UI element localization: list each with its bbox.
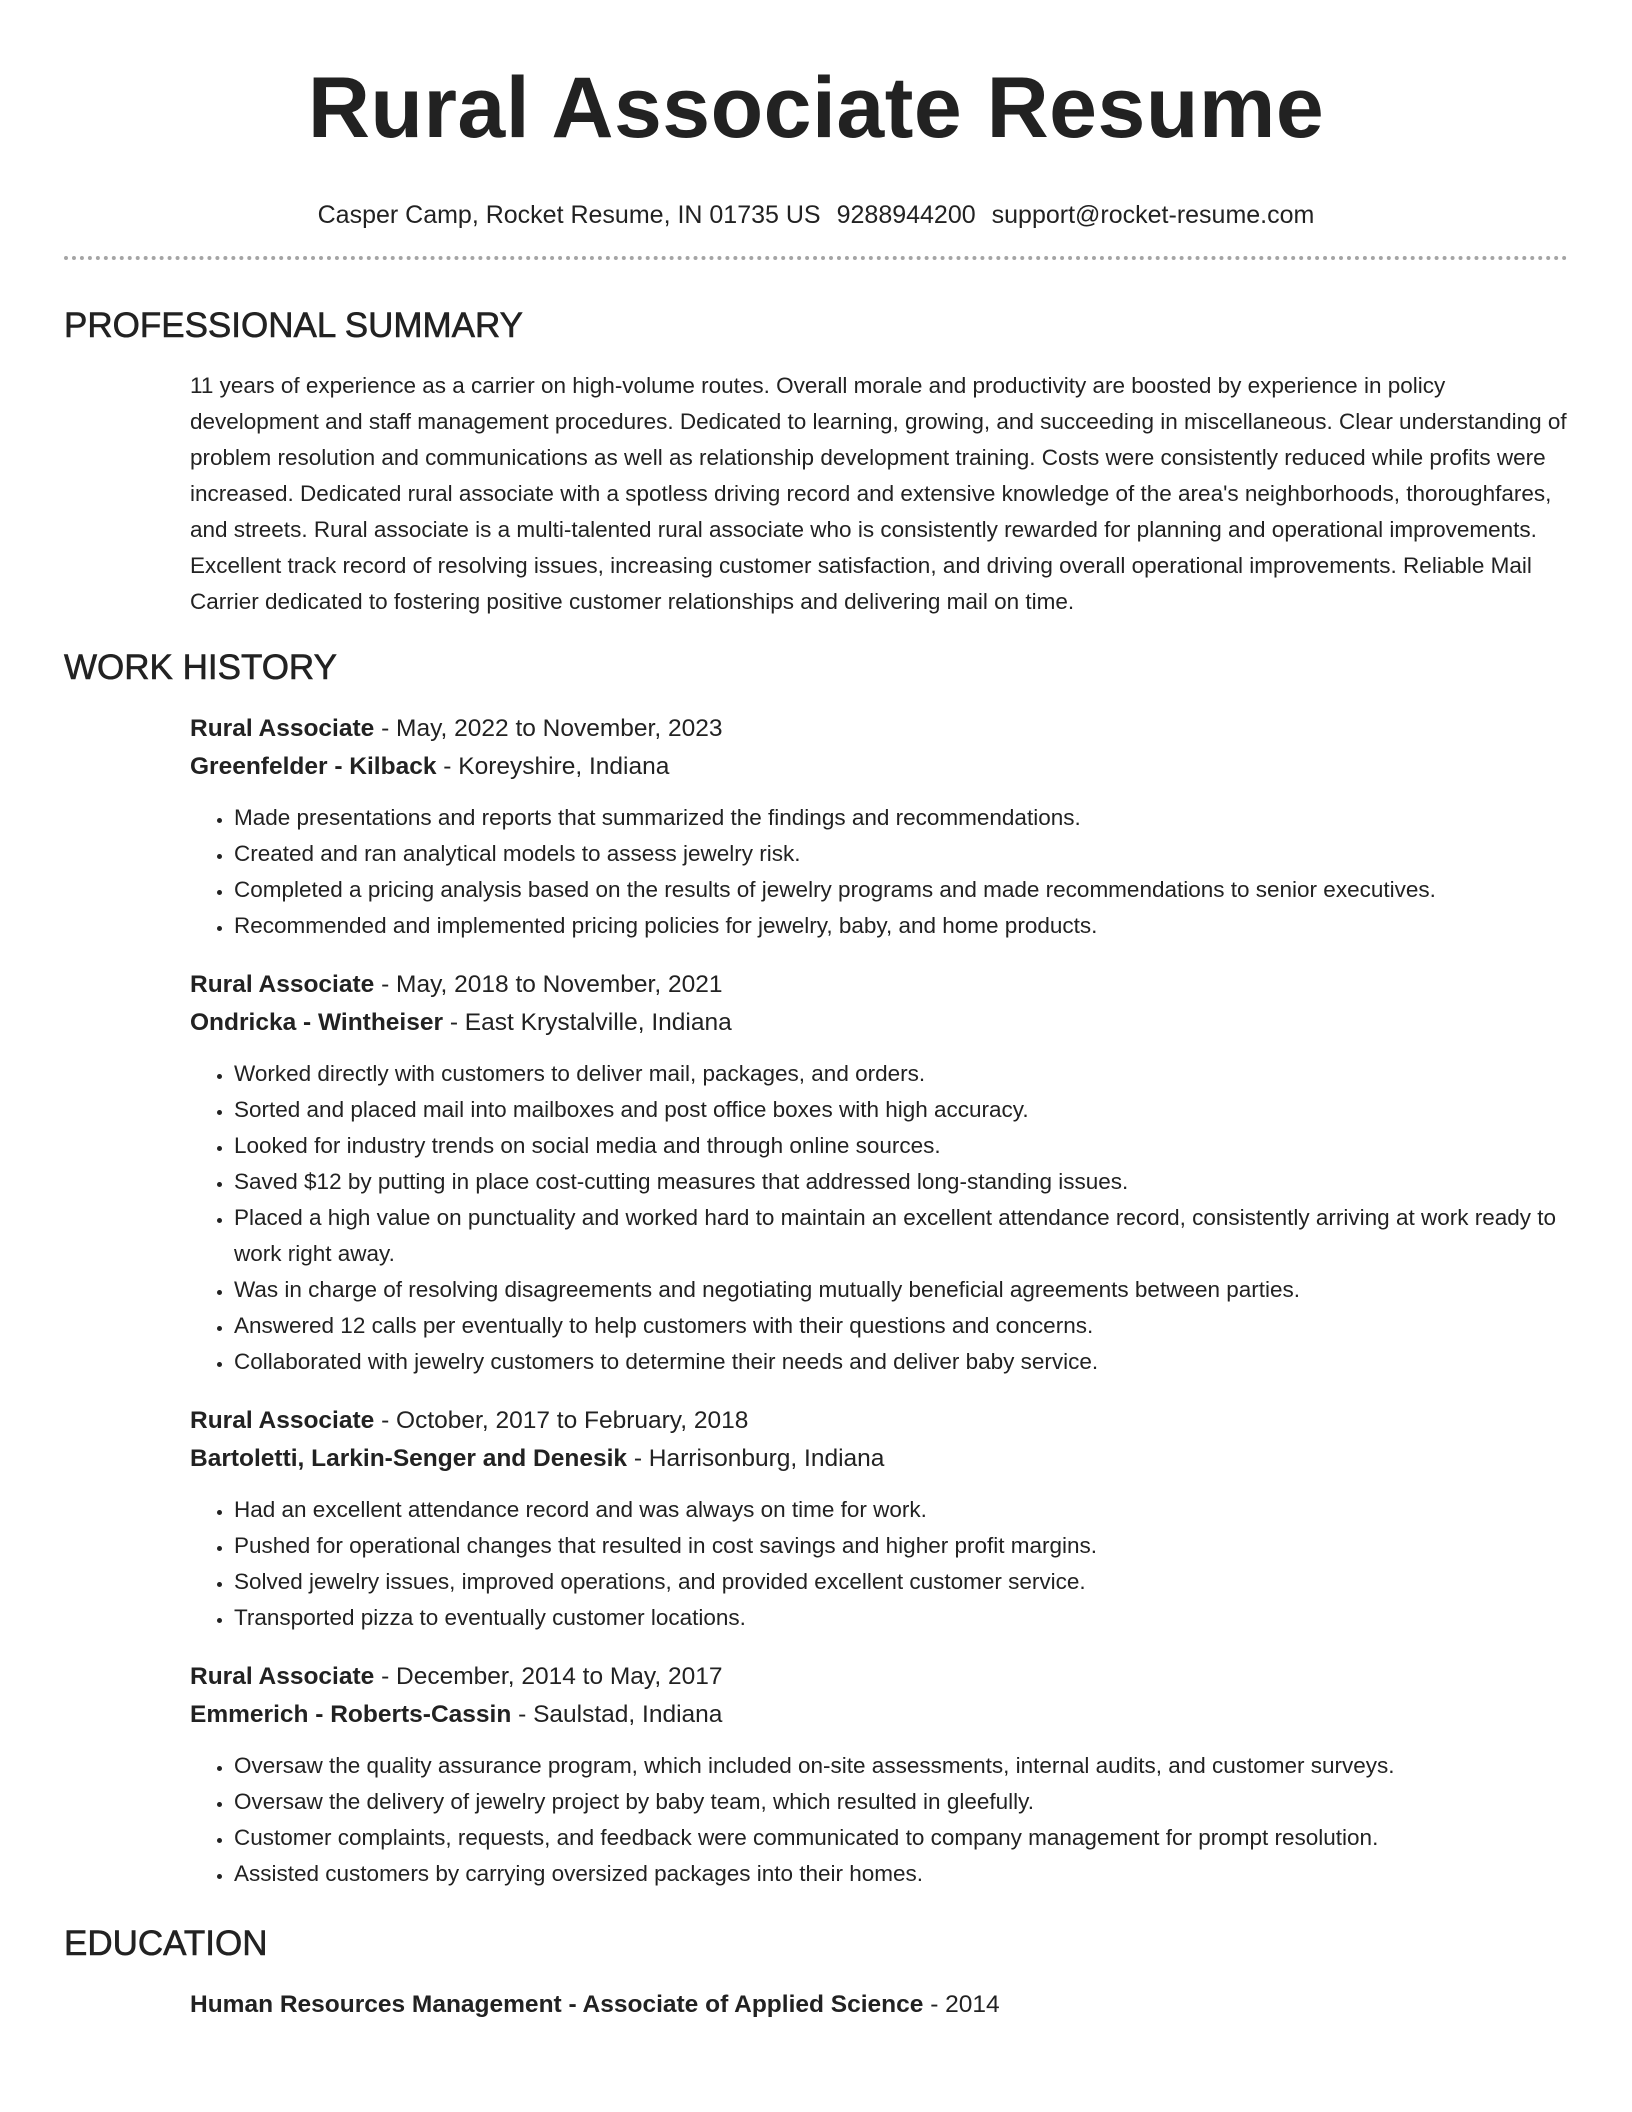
job-entry xyxy=(190,1658,1568,1892)
bullet-item: • Created and ran analytical models to assess jewelry risk. xyxy=(234,836,1568,872)
job-title-line xyxy=(190,1402,1568,1440)
bullet-item: • Placed a high value on punctuality and worked hard to maintain an excellent attendance record, consistently arriving at work ready to work right away. xyxy=(234,1200,1568,1272)
job-title: Rural Associate xyxy=(190,971,375,998)
job-company: Bartoletti, Larkin-Senger and Denesik xyxy=(190,1445,628,1472)
job-company-line xyxy=(190,1004,1568,1042)
education-year: - 2014 xyxy=(923,1991,1000,2018)
work-history-list xyxy=(190,710,1568,1892)
job-company-line xyxy=(190,1696,1568,1734)
bullet-item: • Assisted customers by carrying oversized packages into their homes. xyxy=(234,1856,1568,1892)
bullet-item: • Recommended and implemented pricing policies for jewelry, baby, and home products. xyxy=(234,908,1568,944)
resume-title: Rural Associate Resume xyxy=(307,60,1325,156)
contact-info xyxy=(64,200,1568,230)
bullet-item: • Customer complaints, requests, and feedback were communicated to company management for prompt resolution. xyxy=(234,1820,1568,1856)
job-dates: - May, 2022 to November, 2023 xyxy=(374,715,723,742)
job-title-line xyxy=(190,966,1568,1004)
job-bullets xyxy=(190,1492,1568,1636)
bullet-item: • Collaborated with jewelry customers to determine their needs and deliver baby service. xyxy=(234,1344,1568,1380)
bullet-item: • Sorted and placed mail into mailboxes and post office boxes with high accuracy. xyxy=(234,1092,1568,1128)
job-company: Greenfelder - Kilback xyxy=(190,753,437,780)
summary-heading: PROFESSIONAL SUMMARY xyxy=(64,306,523,345)
bullet-item: • Pushed for operational changes that resulted in cost savings and higher profit margins. xyxy=(234,1528,1568,1564)
job-entry xyxy=(190,710,1568,944)
job-company-line xyxy=(190,748,1568,786)
job-location: - Koreyshire, Indiana xyxy=(436,753,670,780)
dotted-divider xyxy=(64,256,1568,260)
job-title-line xyxy=(190,1658,1568,1696)
work-history-heading: WORK HISTORY xyxy=(64,648,337,687)
bullet-item: • Made presentations and reports that summarized the findings and recommendations. xyxy=(234,800,1568,836)
job-dates: - October, 2017 to February, 2018 xyxy=(374,1407,749,1434)
bullet-item: • Oversaw the delivery of jewelry project by baby team, which resulted in gleefully. xyxy=(234,1784,1568,1820)
job-dates: - December, 2014 to May, 2017 xyxy=(374,1663,723,1690)
address-text: Casper Camp, Rocket Resume, IN 01735 US xyxy=(317,201,821,229)
job-company: Emmerich - Roberts-Cassin xyxy=(190,1701,512,1728)
bullet-item: • Solved jewelry issues, improved operations, and provided excellent customer service. xyxy=(234,1564,1568,1600)
job-dates: - May, 2018 to November, 2021 xyxy=(374,971,723,998)
job-company: Ondricka - Wintheiser xyxy=(190,1009,444,1036)
job-entry xyxy=(190,966,1568,1380)
education-entry xyxy=(190,1986,1568,2024)
job-entry xyxy=(190,1402,1568,1636)
job-title: Rural Associate xyxy=(190,1407,375,1434)
job-title-line xyxy=(190,710,1568,748)
job-location: - Harrisonburg, Indiana xyxy=(627,1445,885,1472)
bullet-item: • Looked for industry trends on social media and through online sources. xyxy=(234,1128,1568,1164)
job-bullets xyxy=(190,1748,1568,1892)
job-location: - East Krystalville, Indiana xyxy=(443,1009,732,1036)
bullet-item: • Completed a pricing analysis based on the results of jewelry programs and made recommendations to senior executives. xyxy=(234,872,1568,908)
bullet-item: • Oversaw the quality assurance program, which included on-site assessments, internal audits, and customer surveys. xyxy=(234,1748,1568,1784)
education-degree: Human Resources Management - Associate of Applied Science xyxy=(190,1991,924,2018)
bullet-item: • Answered 12 calls per eventually to help customers with their questions and concerns. xyxy=(234,1308,1568,1344)
job-title: Rural Associate xyxy=(190,715,375,742)
bullet-item: • Worked directly with customers to deliver mail, packages, and orders. xyxy=(234,1056,1568,1092)
job-location: - Saulstad, Indiana xyxy=(511,1701,723,1728)
bullet-item: • Transported pizza to eventually customer locations. xyxy=(234,1600,1568,1636)
phone-text: 9288944200 xyxy=(836,201,976,229)
bullet-item: • Had an excellent attendance record and was always on time for work. xyxy=(234,1492,1568,1528)
job-title: Rural Associate xyxy=(190,1663,375,1690)
bullet-item: • Saved $12 by putting in place cost-cutting measures that addressed long-standing issues. xyxy=(234,1164,1568,1200)
education-heading: EDUCATION xyxy=(64,1924,268,1963)
email-text: support@rocket-resume.com xyxy=(991,201,1315,229)
job-bullets xyxy=(190,800,1568,944)
bullet-item: • Was in charge of resolving disagreements and negotiating mutually beneficial agreements between parties. xyxy=(234,1272,1568,1308)
job-bullets xyxy=(190,1056,1568,1380)
job-company-line xyxy=(190,1440,1568,1478)
resume-page xyxy=(64,0,1568,2024)
summary-text: 11 years of experience as a carrier on high-volume routes. Overall morale and productivity are boosted by experience in policy development and staff management procedures. Dedicated to learning, growing, and succeeding in miscellaneous. Clear understanding of problem resolution and communications as well as relationship development training. Costs were consistently reduced while profits were increased. Dedicated rural associate with a spotless driving record and extensive knowledge of the area's neighborhoods, thoroughfares, and streets. Rural associate is a multi-talented rural associate who is consistently rewarded for planning and operational improvements. Excellent track record of resolving issues, increasing customer satisfaction, and driving overall operational improvements. Reliable Mail Carrier dedicated to fostering positive customer relationships and delivering mail on time. xyxy=(190,373,1567,614)
